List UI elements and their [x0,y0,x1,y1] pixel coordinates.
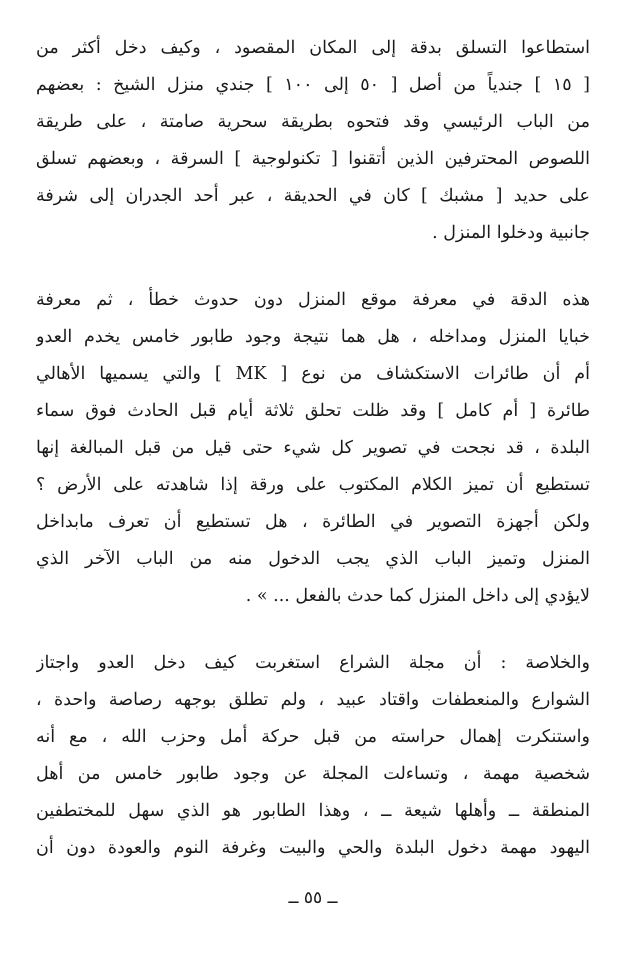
text-line: الشوارع والمنعطفات واقتاد عبيد ، ولم تطلق بوجهه رصاصة واحدة ، [36,690,590,710]
paragraph-1 [36,30,590,252]
page-number: ــ ٥٥ ــ [288,888,338,908]
text-line: خبايا المنزل ومداخله ، هل هما نتيجة وجود طابور خامس يخدم العدو [36,327,590,347]
text-line: المنزل وتميز الباب الذي يجب الدخول منه من الباب الآخر الذي [36,549,590,569]
text-line: تستطيع أن تميز الكلام المكتوب على ورقة إذا شاهدته على الأرض ؟ [36,475,590,495]
text-line: جانبية ودخلوا المنزل . [432,223,590,243]
text-line: اليهود مهمة دخول البلدة والحي والبيت وغرفة النوم والعودة دون أن [36,838,590,858]
text-line: المنطقة ــ وأهلها شيعة ــ ، وهذا الطابور هو الذي سهل للمختطفين [36,801,590,821]
text-line: اللصوص المحترفين الذين أتقنوا [ تكنولوجية ] السرقة ، وبعضهم تسلق [36,149,590,169]
text-line: واستنكرت إهمال حراسته من قبل حركة أمل وحزب الله ، مع أنه [36,727,590,747]
paragraph-gap [36,252,590,282]
text-line: هذه الدقة في معرفة موقع المنزل دون حدوث خطأ ، ثم معرفة [36,290,590,310]
text-line: طائرة [ أم كامل ] وقد ظلت تحلق ثلاثة أيام قبل الحادث فوق سماء [36,401,590,421]
text-line: من الباب الرئيسي وقد فتحوه بطريقة سحرية صامتة ، على طريقة [36,112,590,132]
text-line: استطاعوا التسلق بدقة إلى المكان المقصود ، وكيف دخل أكثر من [36,38,590,58]
text-line: على حديد [ مشبك ] كان في الحديقة ، عبر أحد الجدران إلى شرفة [36,186,590,206]
paragraph-gap [36,615,590,645]
text-line: أم أن طائرات الاستكشاف من نوع [ MK ] والتي يسميها الأهالي [36,364,590,384]
paragraph-3 [36,645,590,867]
page-body [36,30,590,867]
text-line: لايؤدي إلى داخل المنزل كما حدث بالفعل ... » . [245,586,590,606]
text-line: والخلاصة : أن مجلة الشراع استغربت كيف دخل العدو واجتاز [36,653,590,673]
text-line: ولكن أجهزة التصوير في الطائرة ، هل تستطيع أن تعرف مابداخل [36,512,590,532]
text-line: شخصية مهمة ، وتساءلت المجلة عن وجود طابور خامس من أهل [36,764,590,784]
text-line: البلدة ، قد نجحت في تصوير كل شيء حتى قيل من قبل المبالغة إنها [36,438,590,458]
text-line: [ ١٥ ] جندياً من أصل [ ٥٠ إلى ١٠٠ ] جندي منزل الشيخ : بعضهم [36,75,590,95]
paragraph-2 [36,282,590,615]
